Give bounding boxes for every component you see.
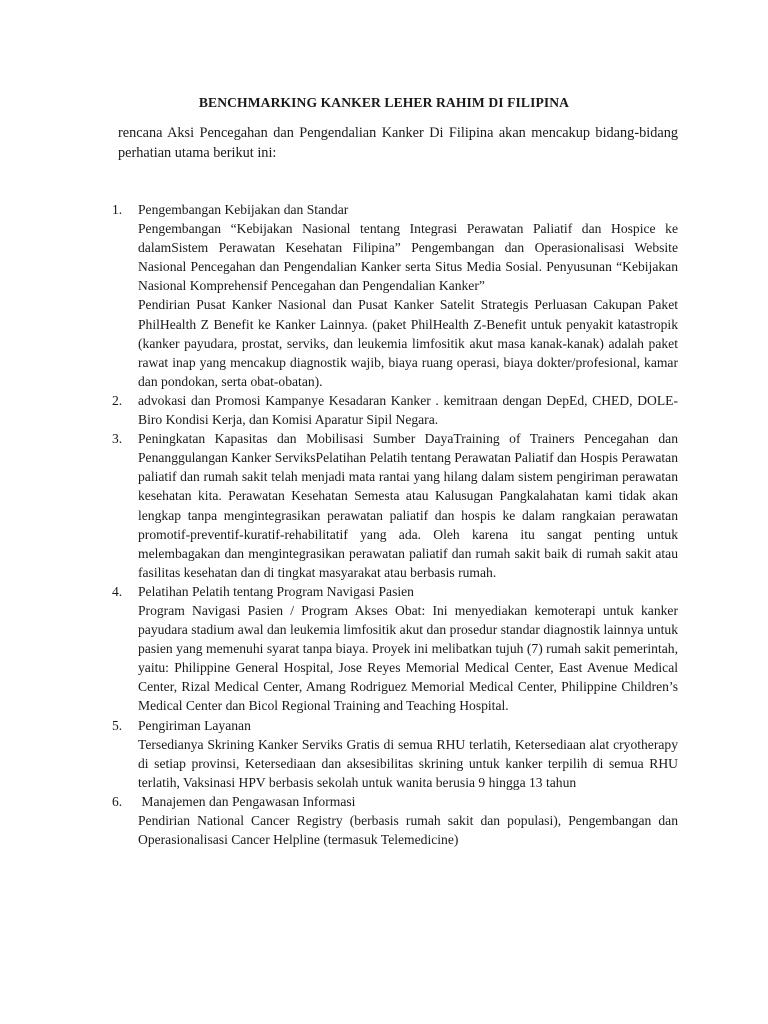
list-item-heading: Manajemen dan Pengawasan Informasi bbox=[138, 793, 356, 809]
list-item bbox=[0, 391, 768, 429]
list-item bbox=[0, 429, 768, 582]
list-item-number: 3. bbox=[112, 431, 123, 447]
list-item-paragraph: Pendirian National Cancer Registry (berbasis rumah sakit dan populasi), Pengembangan dan Operasionalisasi Cancer Helpline (termasuk Telemedicine) bbox=[138, 813, 678, 848]
action-plan-list bbox=[0, 200, 768, 849]
list-item-body bbox=[138, 716, 678, 792]
list-item-body bbox=[138, 792, 678, 849]
list-item-number: 6. bbox=[112, 793, 123, 809]
list-item-paragraph: Pengembangan “Kebijakan Nasional tentang Integrasi Perawatan Paliatif dan Hospice ke dalamSistem Perawatan Kesehatan Filipina” Pengembangan dan Operasionalisasi Website Nasional Pencegahan dan Pengendalian Kanker serta Situs Media Sosial. Penyusunan “Kebijakan Nasional Komprehensif Pencegahan dan Pengendalian Kanker” bbox=[138, 221, 678, 294]
list-item-body bbox=[138, 582, 678, 716]
list-item-number: 1. bbox=[112, 202, 123, 217]
list-item-number: 4. bbox=[112, 583, 123, 599]
list-item-paragraph: Program Navigasi Pasien / Program Akses Obat: Ini menyediakan kemoterapi untuk kanker payudara stadium awal dan leukemia limfositik akut dan prosedur standar diagnostik lainnya untuk pasien yang memenuhi syarat tanpa biaya. Proyek ini melibatkan tujuh (7) rumah sakit pemerintah, yaitu: Philippine General Hospital, Jose Reyes Memorial Medical Center, East Avenue Medical Center, Rizal Medical Center, Amang Rodriguez Memorial Medical Center, Philippine Children’s Medical Center dan Bicol Regional Training and Teaching Hospital. bbox=[138, 602, 678, 714]
list-item-paragraph: advokasi dan Promosi Kampanye Kesadaran Kanker . kemitraan dengan DepEd, CHED, DOLE-Biro Kondisi Kerja, dan Komisi Aparatur Sipil Negara. bbox=[138, 392, 678, 428]
list-item bbox=[0, 582, 768, 716]
document-title: BENCHMARKING KANKER LEHER RAHIM DI FILIPINA bbox=[198, 95, 570, 110]
list-item-number: 5. bbox=[112, 717, 123, 733]
list-item-heading: Pengiriman Layanan bbox=[138, 717, 251, 733]
list-item-body bbox=[138, 429, 678, 582]
list-item-heading: Pelatihan Pelatih tentang Program Navigasi Pasien bbox=[138, 583, 414, 599]
list-item bbox=[0, 792, 768, 849]
list-item-paragraph: Peningkatan Kapasitas dan Mobilisasi Sumber DayaTraining of Trainers Pencegahan dan Penanggulangan Kanker ServiksPelatihan Pelatih tentang Perawatan Paliatif dan Hospis Perawatan paliatif dan rumah sakit telah menjadi mata rantai yang hilang dalam sistem pengiriman perawatan kesehatan kita. Perawatan Kesehatan Semesta atau Kalusugan Pangkalahatan kami tidak akan lengkap tanpa mengintegrasikan perawatan paliatif dan hospis ke dalam rangkaian perawatan promotif-preventif-kuratif-rehabilitatif yang ada. Oleh karena itu sangat penting untuk melembagakan dan mengintegrasikan perawatan paliatif dan rumah sakit baik di rumah sakit atau fasilitas kesehatan dan di tingkat masyarakat atau berbasis rumah. bbox=[138, 431, 678, 580]
intro-paragraph: rencana Aksi Pencegahan dan Pengendalian Kanker Di Filipina akan mencakup bidang-bidang perhatian utama berikut ini: bbox=[118, 125, 678, 161]
list-item-number: 2. bbox=[112, 392, 123, 408]
list-item-paragraph: Pendirian Pusat Kanker Nasional dan Pusat Kanker Satelit Strategis Perluasan Cakupan Paket PhilHealth Z Benefit ke Kanker Lainnya. (paket PhilHealth Z-Benefit untuk penyakit katastropik (kanker payudara, prostat, serviks, dan leukemia limfositik akut masa kanak-kanak) adalah paket rawat inap yang mencakup diagnostik wajib, biaya ruang operasi, biaya dokter/profesional, kamar dan pondokan, serta obat-obatan). bbox=[138, 297, 678, 389]
list-item-body bbox=[138, 200, 678, 391]
list-item bbox=[0, 716, 768, 792]
list-item-paragraph: Tersedianya Skrining Kanker Serviks Gratis di semua RHU terlatih, Ketersediaan alat cryotherapy di setiap provinsi, Ketersediaan dan aksesibilitas skrining untuk kanker terpilih di semua RHU terlatih, Vaksinasi HPV berbasis sekolah untuk wanita berusia 9 hingga 13 tahun bbox=[138, 736, 678, 790]
list-item-body bbox=[138, 391, 678, 429]
list-item-heading: Pengembangan Kebijakan dan Standar bbox=[138, 202, 349, 217]
list-item bbox=[0, 200, 768, 391]
